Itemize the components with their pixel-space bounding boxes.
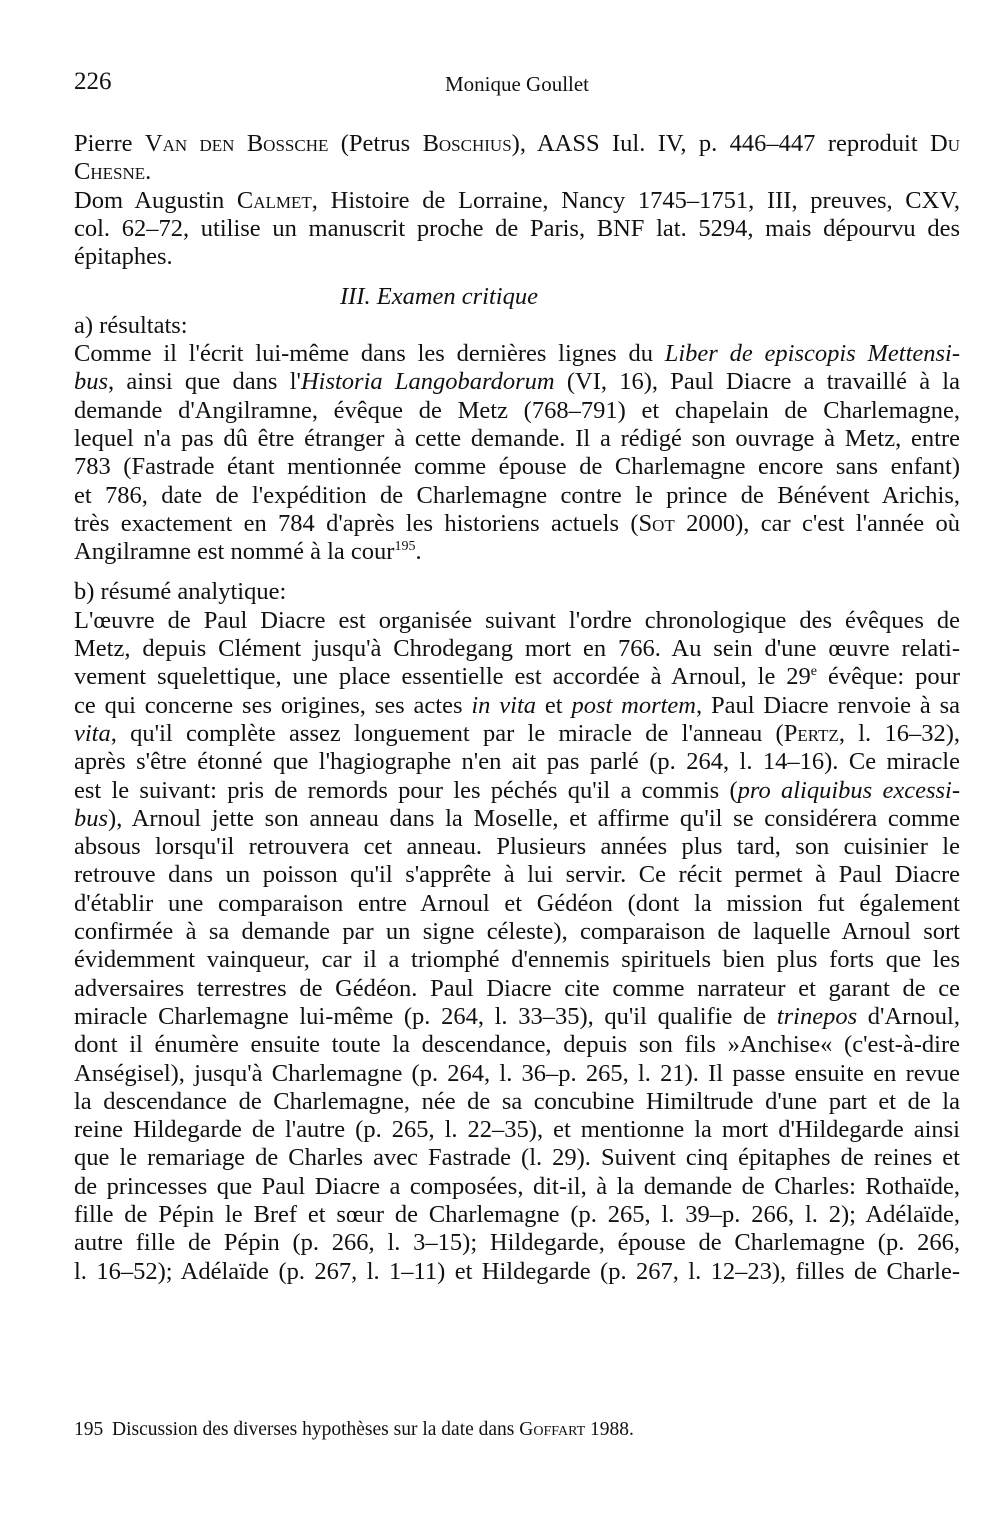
footnote-ref-195: 195 — [394, 539, 416, 555]
subsection-label-a: a) résultats: — [74, 311, 188, 339]
reference-line: épitaphes. — [74, 243, 173, 271]
section-heading: III. Examen critique — [340, 283, 538, 311]
reference-line: col. 62–72, utilise un manuscrit proche de Paris, BNF lat. 5294, mais dépourvu des — [74, 214, 960, 242]
running-head-author: Monique Goullet — [444, 72, 590, 96]
page-number: 226 — [74, 68, 112, 95]
paragraph-analytic-summary: L'œuvre de Paul Diacre est organisée suivant l'ordre chronologique des évêques de Metz, depuis Clément jusqu'à Chrodegang mort en 766. Au sein d'une œuvre relati- vement squelettique, une place essentielle est accordée à Arnoul, le 29e évêque: pour ce qui concerne ses origines, ses actes in vita et post mortem, Paul Diacre renvoie à sa vita, qu'il complète assez longuement par le miracle de l'anneau (Pertz, l. 16–32), après s'être étonné que l'hagiographe n'en ait pas parlé (p. 264, l. 14–16). Ce miracle est le suivant: pris de remords pour les péchés qu'il a commis (pro aliquibus excessi- bus), Arnoul jette son anneau dans la Moselle, et affirme qu'il se considérera comme absous lorsqu'il retrouvera cet anneau. Plusieurs années plus tard, son cuisinier le retrouve dans un poisson qu'il s'apprête à lui servir. Ce récit permet à Paul Diacre d'établir une comparaison entre Arnoul et Gédéon (dont la mission fut également confirmée à sa demande par un signe céleste), comparaison de laquelle Arnoul sort évidemment vainqueur, car il a triomphé d'ennemis spirituels bien plus forts que les adversaires terrestres de Gédéon. Paul Diacre cite comme narrateur et garant de ce miracle Charlemagne lui-même (p. 264, l. 33–35), qu'il qualifie de trinepos d'Arnoul, dont il énumère ensuite toute la descendance, depuis son fils »Anchise« (c'est-à-dire Anségisel), jusqu'à Charlemagne (p. 264, l. 36–p. 265, l. 21). Il passe ensuite en revue la descendance de Charlemagne, née de sa concubine Himiltrude d'une part et de la reine Hildegarde de l'autre (p. 265, l. 22–35), et mentionne la mort d'Hildegarde ainsi que le remariage de Charles avec Fastrade (l. 29). Suivent cinq épitaphes de reines et de princesses que Paul Diacre a composées, dit-il, à la demande de Charles: Rothaïde, fille de Pépin le Bref et sœur de Charlemagne (p. 265, l. 39–p. 266, l. 2); Adélaïde, autre fille de Pépin (p. 266, l. 3–15); Hildegarde, épouse de Charlemagne (p. 266, l. 16–52); Adélaïde (p. 267, l. 1–11) et Hildegarde (p. 267, l. 12–23), filles de Charle- — [74, 606, 961, 1285]
running-header — [74, 68, 960, 102]
bibliography-list — [74, 130, 960, 271]
footnote-number: 195 — [74, 1419, 104, 1440]
reference-line: Pierre Van den Bossche (Petrus Boschius), AASS Iul. IV, p. 446–447 reproduit Du — [74, 130, 960, 157]
reference-line: Chesne. — [74, 158, 152, 186]
subsection-label-b: b) résumé analytique: — [74, 578, 287, 606]
paragraph-results: Comme il l'écrit lui-même dans les dernières lignes du Liber de episcopis Mettensi- bus, ainsi que dans l'Historia Langobardorum (VI, 16), Paul Diacre a travaillé à la demande d'Angilramne, évêque de Metz (768–791) et chapelain de Charlemagne, lequel n'a pas dû être étranger à cette demande. Il a rédigé son ouvrage à Metz, entre 783 (Fastrade étant mentionnée comme épouse de Charlemagne encore sans enfant) et 786, date de l'expédition de Charlemagne contre le prince de Bénévent Arichis, très exactement en 784 d'après les historiens actuels (Sot 2000), car c'est l'année où Angilramne est nommé à la cour$^{195}$. — [74, 340, 960, 566]
footnote-195: 195 Discussion des diverses hypothèses sur la date dans Goffart 1988. — [74, 1419, 634, 1440]
reference-line: Dom Augustin Calmet, Histoire de Lorraine, Nancy 1745–1751, III, preuves, CXV, — [74, 186, 960, 214]
body-text — [74, 130, 960, 1286]
